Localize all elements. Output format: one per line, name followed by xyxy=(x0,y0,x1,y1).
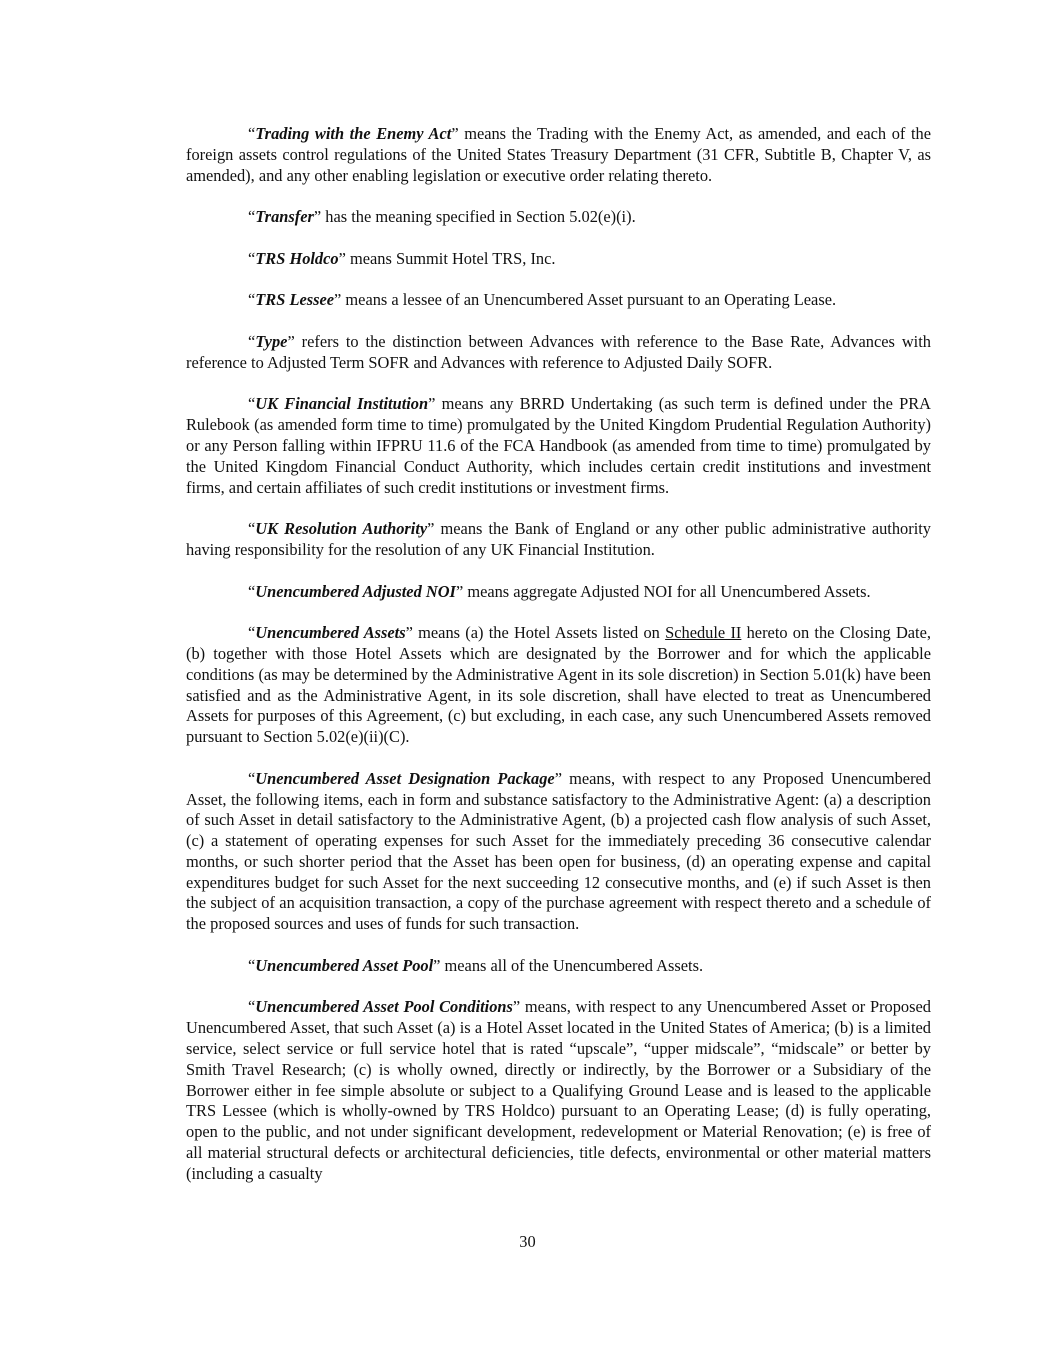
defined-term: UK Financial Institution xyxy=(255,394,429,414)
definition-body: refers to the distinction between Advances with reference to the Base Rate, Advances with reference to Adjusted Term SOFR and Advances with reference to Adjusted Daily SOFR. xyxy=(186,331,931,372)
open-quote: “ xyxy=(248,955,256,975)
definition-body: means aggregate Adjusted NOI for all Unencumbered Assets. xyxy=(463,581,871,601)
definition-trs-holdco xyxy=(186,249,931,270)
close-quote: ” xyxy=(512,997,521,1017)
defined-term: Unencumbered Asset Designation Package xyxy=(255,768,555,788)
open-quote: “ xyxy=(248,623,256,643)
close-quote: ” xyxy=(428,394,436,414)
close-quote: ” xyxy=(427,519,435,539)
document-page xyxy=(186,124,931,1205)
defined-term: Unencumbered Asset Pool xyxy=(255,955,434,975)
definition-body: has the meaning specified in Section 5.02(e)(i). xyxy=(321,207,636,227)
definition-unencumbered-asset-designation-package xyxy=(186,769,931,935)
open-quote: “ xyxy=(248,248,256,268)
open-quote: “ xyxy=(248,290,256,310)
defined-term: Unencumbered Assets xyxy=(255,623,406,643)
close-quote: ” xyxy=(313,207,322,227)
definition-body: means the Bank of England or any other public administrative authority having responsibility for the resolution of any UK Financial Institution. xyxy=(186,519,931,559)
definition-body-after-link: hereto on the Closing Date, (b) together with those Hotel Assets which are designated by the Borrower and for which the applicable conditions (as may be determined by the Administrative Agent in its sole discretion) in Section 5.01(k) have been satisfied and as the Administrative Agent, in its sole discretion, shall have elected to treat as Unencumbered Assets for purposes of this Agreement, (c) but excluding, in each case, any such Unencumbered Assets removed pursuant to Section 5.02(e)(ii)(C). xyxy=(186,623,931,747)
defined-term: Transfer xyxy=(255,207,314,227)
open-quote: “ xyxy=(248,997,256,1017)
definition-body: means a lessee of an Unencumbered Asset pursuant to an Operating Lease. xyxy=(341,290,837,310)
close-quote: ” xyxy=(554,768,562,788)
definition-transfer xyxy=(186,207,931,228)
open-quote: “ xyxy=(248,519,256,539)
definition-unencumbered-asset-pool xyxy=(186,956,931,977)
defined-term: Unencumbered Asset Pool Conditions xyxy=(255,997,513,1017)
definition-uk-resolution-authority xyxy=(186,519,931,561)
definition-trs-lessee xyxy=(186,290,931,311)
close-quote: ” xyxy=(451,124,459,143)
defined-term: Trading with the Enemy Act xyxy=(255,124,452,143)
close-quote: ” xyxy=(405,623,413,643)
close-quote: ” xyxy=(338,248,346,268)
open-quote: “ xyxy=(248,768,256,788)
page-number: 30 xyxy=(519,1232,536,1251)
open-quote: “ xyxy=(248,124,256,143)
close-quote: ” xyxy=(287,331,295,351)
open-quote: “ xyxy=(248,207,256,227)
open-quote: “ xyxy=(248,581,256,601)
definition-body: means, with respect to any Unencumbered Asset or Proposed Unencumbered Asset, that such Asset (a) is a Hotel Asset located in the United States of America; (b) is a limited service, select service or full service hotel that is rated “upscale”, “upper midscale”, “midscale” or better by Smith Travel Research; (c) is wholly owned, directly or indirectly, by the Borrower or a Subsidiary of the Borrower either in fee simple absolute or subject to a Qualifying Ground Lease and is leased to the applicable TRS Lessee (which is wholly-owned by TRS Holdco) pursuant to an Operating Lease; (d) is fully operating, open to the public, and not under significant development, redevelopment or Material Renovation; (e) is free of all material structural defects or architectural deficiencies, title defects, environmental or other material matters (including a casualty xyxy=(186,997,931,1183)
schedule-ii-reference: Schedule II xyxy=(665,623,742,643)
definition-unencumbered-asset-pool-conditions xyxy=(186,997,931,1184)
defined-term: TRS Lessee xyxy=(255,290,335,310)
definition-body: means Summit Hotel TRS, Inc. xyxy=(345,248,556,268)
definition-body-before-link: means (a) the Hotel Assets listed on xyxy=(412,623,666,643)
definition-unencumbered-adjusted-noi xyxy=(186,582,931,603)
definition-type xyxy=(186,332,931,374)
defined-term: UK Resolution Authority xyxy=(255,519,428,539)
close-quote: ” xyxy=(455,581,464,601)
definition-body: means all of the Unencumbered Assets. xyxy=(440,955,704,975)
definition-uk-financial-institution xyxy=(186,394,931,498)
close-quote: ” xyxy=(433,955,441,975)
open-quote: “ xyxy=(248,394,256,414)
close-quote: ” xyxy=(334,290,342,310)
defined-term: Unencumbered Adjusted NOI xyxy=(255,581,456,601)
definition-trading-with-the-enemy-act xyxy=(186,124,931,186)
defined-term: TRS Holdco xyxy=(255,248,339,268)
definition-body: means the Trading with the Enemy Act, as amended, and each of the foreign assets control regulations of the United States Treasury Department (31 CFR, Subtitle B, Chapter V, as amended), and any other enabling legislation or executive order relating thereto. xyxy=(186,124,931,185)
defined-term: Type xyxy=(255,331,288,351)
open-quote: “ xyxy=(248,331,256,351)
definition-unencumbered-assets xyxy=(186,623,931,748)
definition-body: means any BRRD Undertaking (as such term is defined under the PRA Rulebook (as amended form time to time) promulgated by the United Kingdom Prudential Regulation Authority) or any Person falling within IFPRU 11.6 of the FCA Handbook (as amended from time to time) promulgated by the United Kingdom Financial Conduct Authority, which includes certain credit institutions and investment firms, and certain affiliates of such credit institutions or investment firms. xyxy=(186,394,931,497)
definition-body: means, with respect to any Proposed Unencumbered Asset, the following items, each in form and substance satisfactory to the Administrative Agent: (a) a description of such Asset in detail satisfactory to the Administrative Agent, (b) a projected cash flow analysis of such Asset, (c) a statement of operating expenses for such Asset for the immediately preceding 36 consecutive calendar months, or such shorter period that the Asset has been open for business, (d) an operating expense and capital expenditures budget for such Asset for the next succeeding 12 consecutive months, and (e) if such Asset is then the subject of an acquisition transaction, a copy of the purchase agreement with respect thereto and a schedule of the proposed sources and uses of funds for such transaction. xyxy=(186,768,932,934)
